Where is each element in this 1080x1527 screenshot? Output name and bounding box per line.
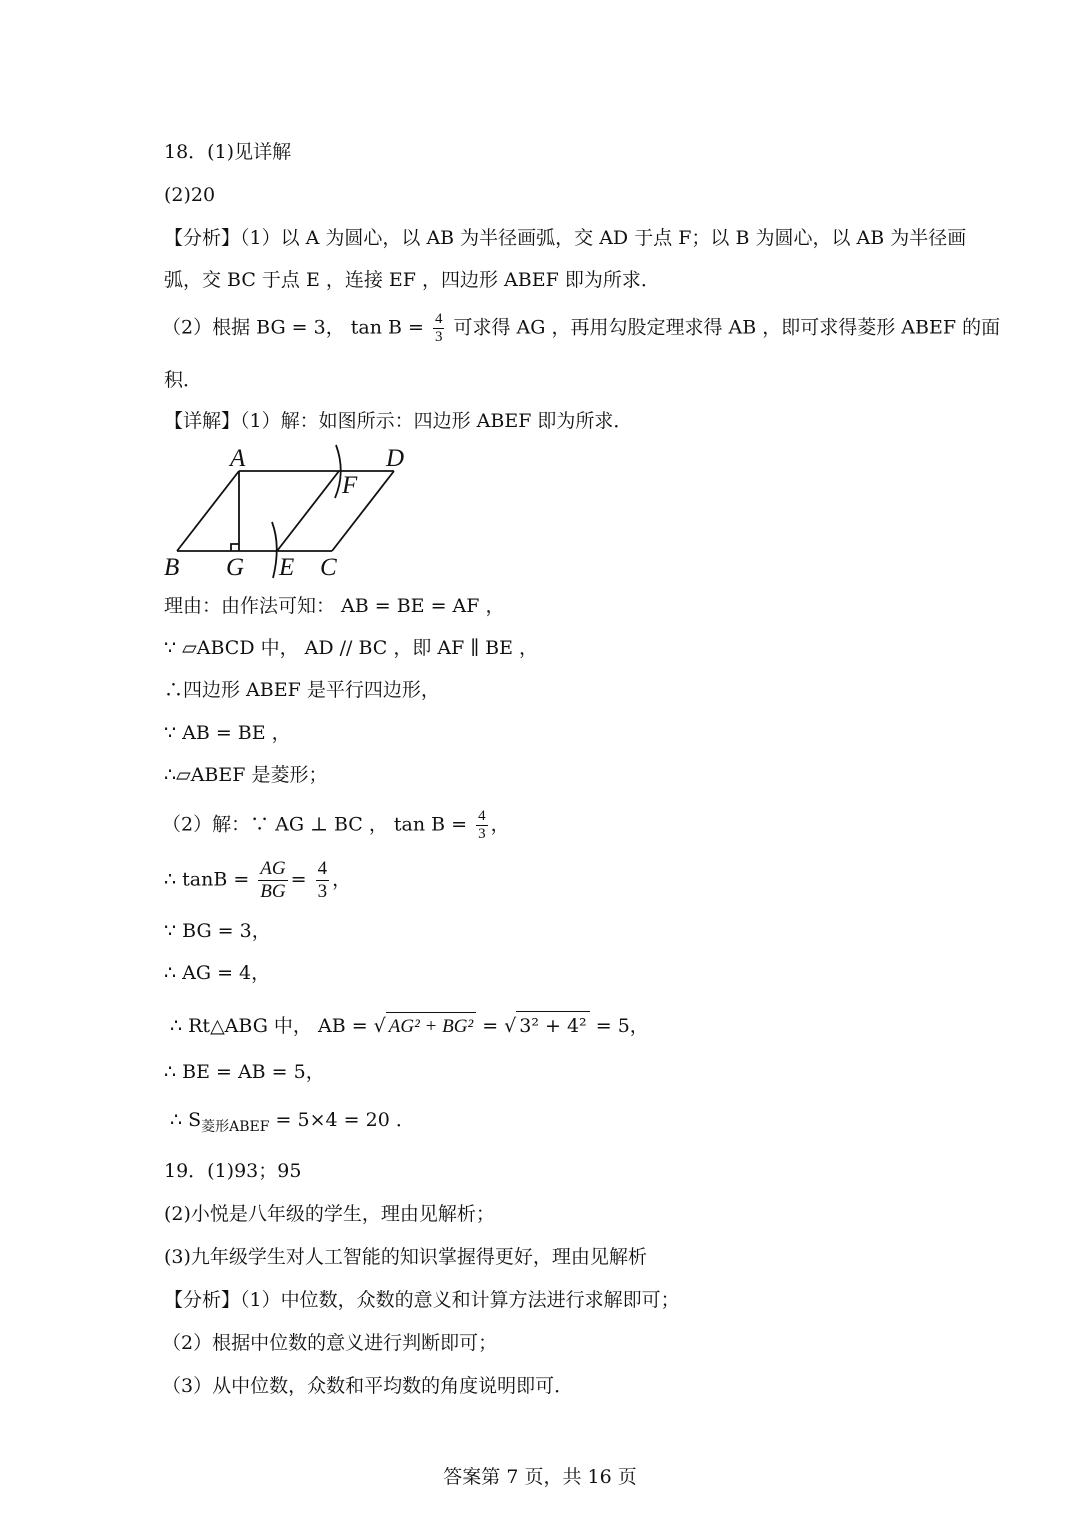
step-6-text: ∴ tanB =	[164, 868, 250, 891]
reason-line: 理由：由作法可知： AB = BE = AF ，	[164, 595, 505, 617]
q18-heading: 18．(1)见详解	[164, 141, 292, 163]
frac-den: 3	[478, 826, 486, 842]
frac-num: AG	[260, 858, 286, 879]
frac-num: 4	[478, 808, 486, 824]
radical-2: 3² + 4²	[516, 1011, 589, 1040]
segment-FE	[277, 471, 339, 551]
page-footer: 答案第 7 页，共 16 页	[443, 1466, 637, 1488]
area-subscript: 菱形ABEF	[201, 1118, 270, 1135]
q18-analysis	[164, 224, 966, 252]
frac-den: 3	[434, 329, 443, 345]
frac-num: 4	[317, 858, 328, 879]
right-angle-mark	[231, 544, 239, 551]
step-9: ∴ Rt△ABG 中， AB = √ AG² + BG² = √ 3² + 4² = 5，	[170, 1011, 649, 1041]
detail-tag: 【详解】	[164, 410, 241, 432]
step-11-pre: ∴ S	[170, 1109, 202, 1131]
step-8: ∴ AG = 4，	[164, 962, 271, 984]
step-6: ∴ tanB = $\frac{AG}{BG}$ = $\frac{4}{3}$ ，	[164, 858, 352, 902]
rhombus-figure	[160, 440, 430, 585]
fraction-4-3	[433, 311, 445, 346]
label-D: D	[386, 445, 405, 472]
frac-den: 3	[317, 881, 328, 902]
label-A: A	[230, 445, 246, 472]
segment-AB	[177, 471, 239, 551]
step-2: ∴四边形 ABEF 是平行四边形，	[164, 679, 440, 701]
step-5-text: （2）解：∵ AG ⊥ BC ， tan B =	[162, 813, 468, 836]
q19-analysis-3: （3）从中位数，众数和平均数的角度说明即可．	[162, 1375, 574, 1397]
step-9-text: ∴ Rt△ABG 中， AB =	[170, 1015, 368, 1037]
label-E: E	[279, 554, 295, 581]
q19-answer-2: (2)小悦是八年级的学生，理由见解析；	[164, 1203, 495, 1225]
fraction-4-3-b	[476, 808, 488, 843]
arc-at-E	[272, 522, 277, 578]
analysis-p2-pre: （2）根据 BG = 3， tan B =	[162, 316, 424, 339]
label-B: B	[164, 554, 180, 581]
frac-num: 4	[434, 311, 443, 327]
step-11-post: = 5×4 = 20 ．	[275, 1109, 415, 1131]
step-10: ∴ BE = AB = 5，	[164, 1061, 325, 1083]
analysis-p1: （1）以 A 为圆心，以 AB 为半径画弧，交 AD 于点 F；以 B 为圆心，以 AB 为半径画	[240, 227, 967, 249]
fraction-AG-BG	[258, 858, 287, 903]
label-F: F	[342, 472, 358, 499]
label-C: C	[320, 554, 337, 581]
q19-analysis-2: （2）根据中位数的意义进行判断即可；	[162, 1332, 498, 1354]
step-9-end: = 5，	[595, 1015, 649, 1037]
fraction-4-3-c	[316, 858, 330, 903]
step-7: ∵ BG = 3，	[164, 920, 271, 942]
frac-den: BG	[260, 881, 286, 902]
step-1: ∵ ▱ABCD 中， AD // BC ，即 AF ∥ BE ，	[164, 637, 539, 659]
label-G: G	[226, 554, 245, 581]
step-4: ∴▱ABEF 是菱形；	[164, 764, 328, 786]
q18-analysis-p2	[162, 311, 1000, 346]
step-5: （2）解：∵ AG ⊥ BC ， tan B = $\frac{4}{3}$ ，	[162, 808, 510, 842]
q19-answer-3: (3)九年级学生对人工智能的知识掌握得更好，理由见解析	[164, 1246, 647, 1268]
detail-p1: （1）解：如图所示：四边形 ABEF 即为所求．	[240, 410, 633, 432]
radical-1: AG² + BG²	[386, 1012, 476, 1041]
q18-analysis-p2b: 积．	[164, 369, 203, 391]
step-3: ∵ AB = BE ，	[164, 722, 291, 744]
q18-detail	[164, 407, 632, 435]
q18-answer-2: (2)20	[164, 184, 216, 206]
analysis-tag: 【分析】	[164, 227, 241, 249]
q18-analysis-cont: 弧，交 BC 于点 E ，连接 EF ，四边形 ABEF 即为所求．	[164, 269, 660, 291]
q19-analysis: 【分析】（1）中位数，众数的意义和计算方法进行求解即可；	[164, 1289, 680, 1311]
q19-heading: 19．(1)93；95	[164, 1160, 302, 1182]
analysis-p2-post: 可求得 AG ，再用勾股定理求得 AB ，即可求得菱形 ABEF 的面	[453, 316, 1001, 339]
step-11	[170, 1106, 415, 1141]
